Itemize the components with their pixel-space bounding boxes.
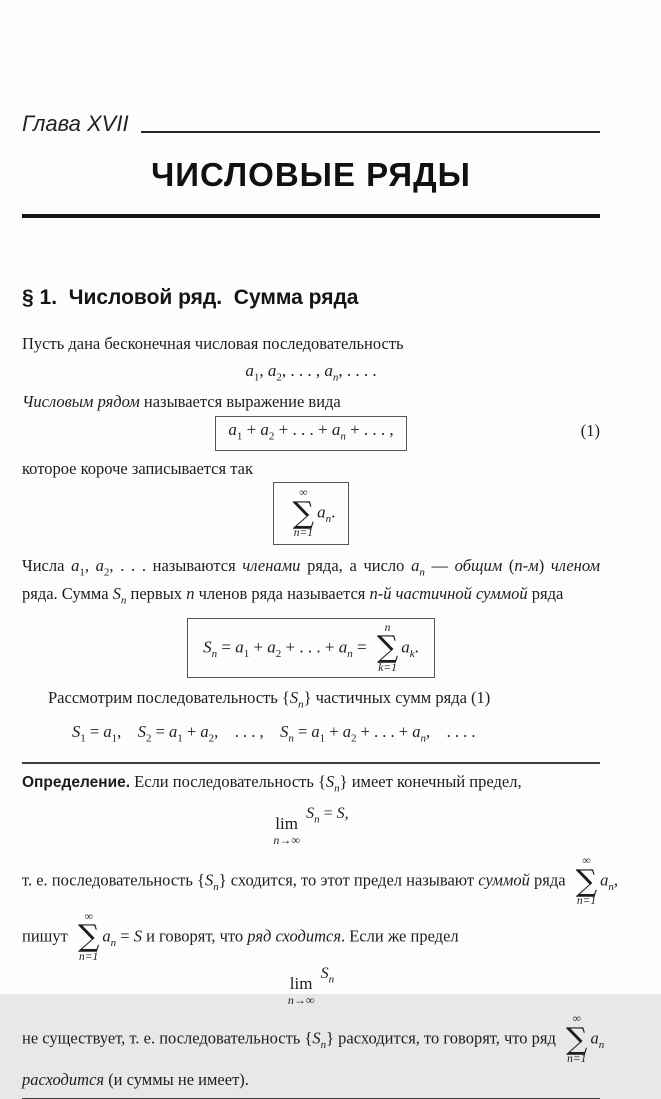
paragraph-shorter-notation: которое короче записывается так — [22, 458, 600, 479]
limit-symbol: lim n→∞ — [288, 975, 315, 1006]
summation-symbol: ∞ ∑ n=1 — [293, 488, 314, 540]
paragraph-definition: Определение. Если последовательность $\{S_n\}$ имеет конечный предел, — [22, 771, 600, 800]
paragraph-diverges: не существует, т. е. последовательность $\{S_n\}$ расходится, то говорят, что ряд ∞ ∑ n=1 $a_n$ — [22, 1014, 600, 1066]
limit-symbol: lim n→∞ — [273, 815, 300, 846]
section-heading: § 1. Числовой ряд. Сумма ряда — [22, 286, 600, 310]
equation-number: (1) — [581, 421, 600, 441]
summation-symbol: n ∑ k=1 — [377, 623, 398, 675]
title-rule — [22, 214, 600, 218]
formula-limit: lim n→∞ $S_n$ — [22, 965, 600, 1010]
formula-partial-sum-boxed: $S_n = a_1 + a_2$ + . . . + $a_n$ = n ∑ k=1 $a_k$. — [187, 618, 435, 679]
equation-1-row — [22, 416, 600, 452]
summation-symbol: ∞ ∑ n=1 — [566, 1014, 587, 1066]
chapter-title: ЧИСЛОВЫЕ РЯДЫ — [22, 157, 600, 192]
formula-limit-equation: lim n→∞ $S_n = S$, — [22, 805, 600, 852]
summation-symbol: ∞ ∑ n=1 — [78, 912, 99, 964]
formula-sum-notation-row — [22, 482, 600, 545]
paragraph-intro: Пусть дана бесконечная числовая последовательность — [22, 333, 600, 354]
definition-divider-top — [22, 762, 600, 764]
paragraph-diverges-end: расходится (и суммы не имеет). — [22, 1068, 600, 1091]
paragraph-converges: т. е. последовательность $\{S_n\}$ сходится, то этот предел называют суммой ряда ∞ ∑ n=1 $a_n$, — [22, 856, 600, 908]
paragraph-members: Числа $a_1$, $a_2$, . . . называются членами ряда, а число $a_n$ — общим (n-м) членом ряда. Сумма $S_n$ первых n членов ряда называется n-й частичной суммой ряда — [22, 555, 600, 612]
formula-partial-sum-row — [22, 618, 600, 679]
chapter-label: Глава XVII — [22, 112, 129, 136]
paragraph-sum-notation: пишут ∞ ∑ n=1 $a_n = S$ и говорят, что ряд сходится. Если же предел — [22, 912, 600, 964]
formula-sequence: $a_1$, $a_2$, . . . , $a_n$, . . . . — [22, 361, 600, 384]
chapter-header — [22, 112, 600, 136]
formula-series-boxed: $a_1 + a_2$ + . . . + $a_n$ + . . . , — [215, 416, 406, 452]
chapter-rule — [141, 131, 600, 133]
paragraph-consider: Рассмотрим последовательность $\{S_n\}$ частичных сумм ряда (1) — [22, 687, 600, 716]
paragraph-series-definition: Числовым рядом называется выражение вида — [22, 391, 600, 412]
formula-sum-notation-boxed: ∞ ∑ n=1 $a_n$. — [273, 482, 350, 545]
formula-partial-sums-list: $S_1 = a_1$, $S_2 = a_1 + a_2$, . . . , $S_n = a_1 + a_2$ + . . . + $a_n$, . . . . — [72, 721, 600, 750]
summation-symbol: ∞ ∑ n=1 — [576, 856, 597, 908]
